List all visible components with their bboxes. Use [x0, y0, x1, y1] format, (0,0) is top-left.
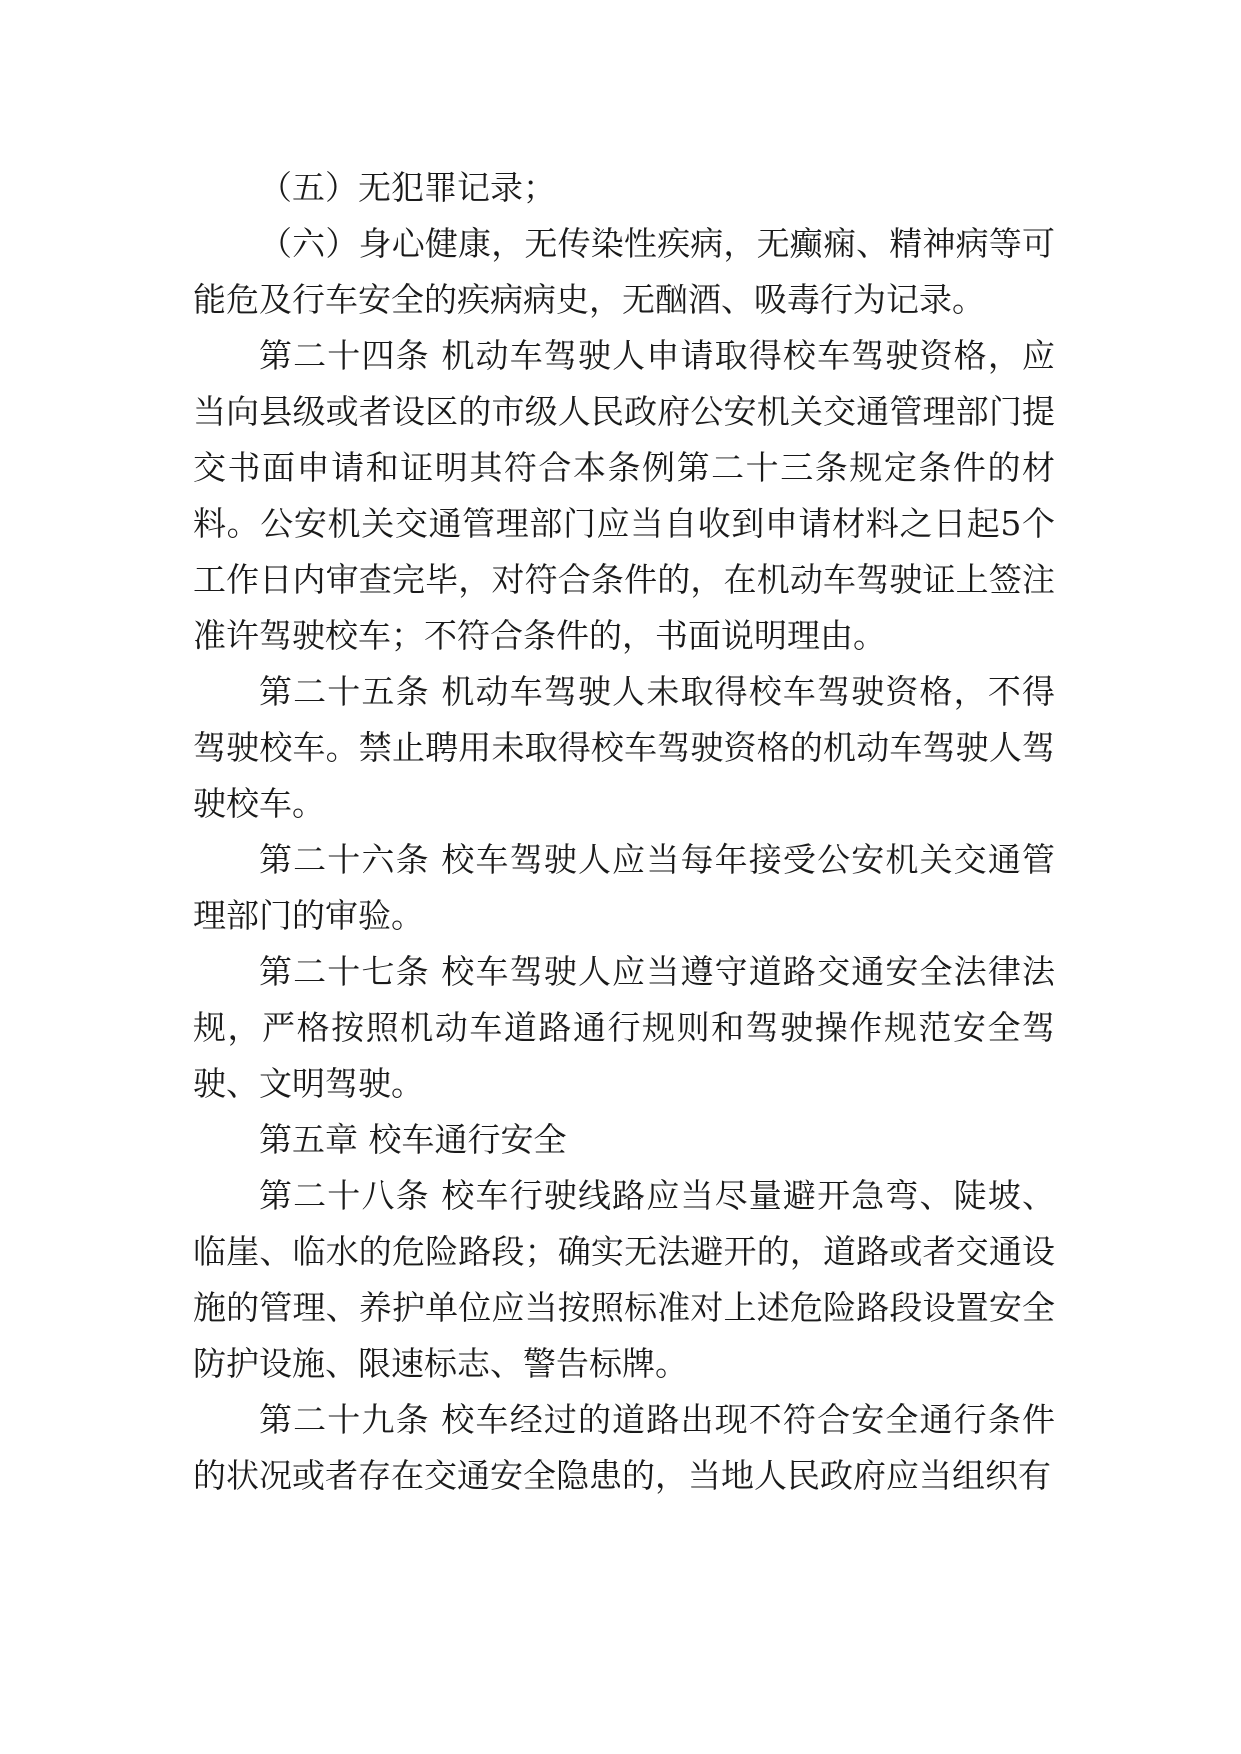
- chapter-5-heading: 第五章 校车通行安全: [259, 1120, 567, 1159]
- article-25: 第二十五条 机动车驾驶人未取得校车驾驶资格，不得驾驶校车。禁止聘用未取得校车驾驶资格的机动车驾驶人驾驶校车。: [193, 672, 1055, 823]
- paragraph-item-5: （五）无犯罪记录；: [259, 168, 556, 207]
- paragraph-item-6: （六）身心健康，无传染性疾病，无癫痫、精神病等可能危及行车安全的疾病病史，无酗酒、吸毒行为记录。: [193, 224, 1055, 319]
- article-26: 第二十六条 校车驾驶人应当每年接受公安机关交通管理部门的审验。: [193, 840, 1055, 935]
- article-29: 第二十九条 校车经过的道路出现不符合安全通行条件的状况或者存在交通安全隐患的，当地人民政府应当组织有: [193, 1400, 1055, 1495]
- article-28: 第二十八条 校车行驶线路应当尽量避开急弯、陡坡、临崖、临水的危险路段；确实无法避开的，道路或者交通设施的管理、养护单位应当按照标准对上述危险路段设置安全防护设施、限速标志、警告标牌。: [193, 1176, 1055, 1383]
- article-27: 第二十七条 校车驾驶人应当遵守道路交通安全法律法规，严格按照机动车道路通行规则和驾驶操作规范安全驾驶、文明驾驶。: [193, 952, 1055, 1103]
- document-body: [193, 160, 1055, 1504]
- article-24: 第二十四条 机动车驾驶人申请取得校车驾驶资格，应当向县级或者设区的市级人民政府公安机关交通管理部门提交书面申请和证明其符合本条例第二十三条规定条件的材料。公安机关交通管理部门应当自收到申请材料之日起5个工作日内审查完毕，对符合条件的，在机动车驾驶证上签注准许驾驶校车；不符合条件的，书面说明理由。: [193, 336, 1055, 655]
